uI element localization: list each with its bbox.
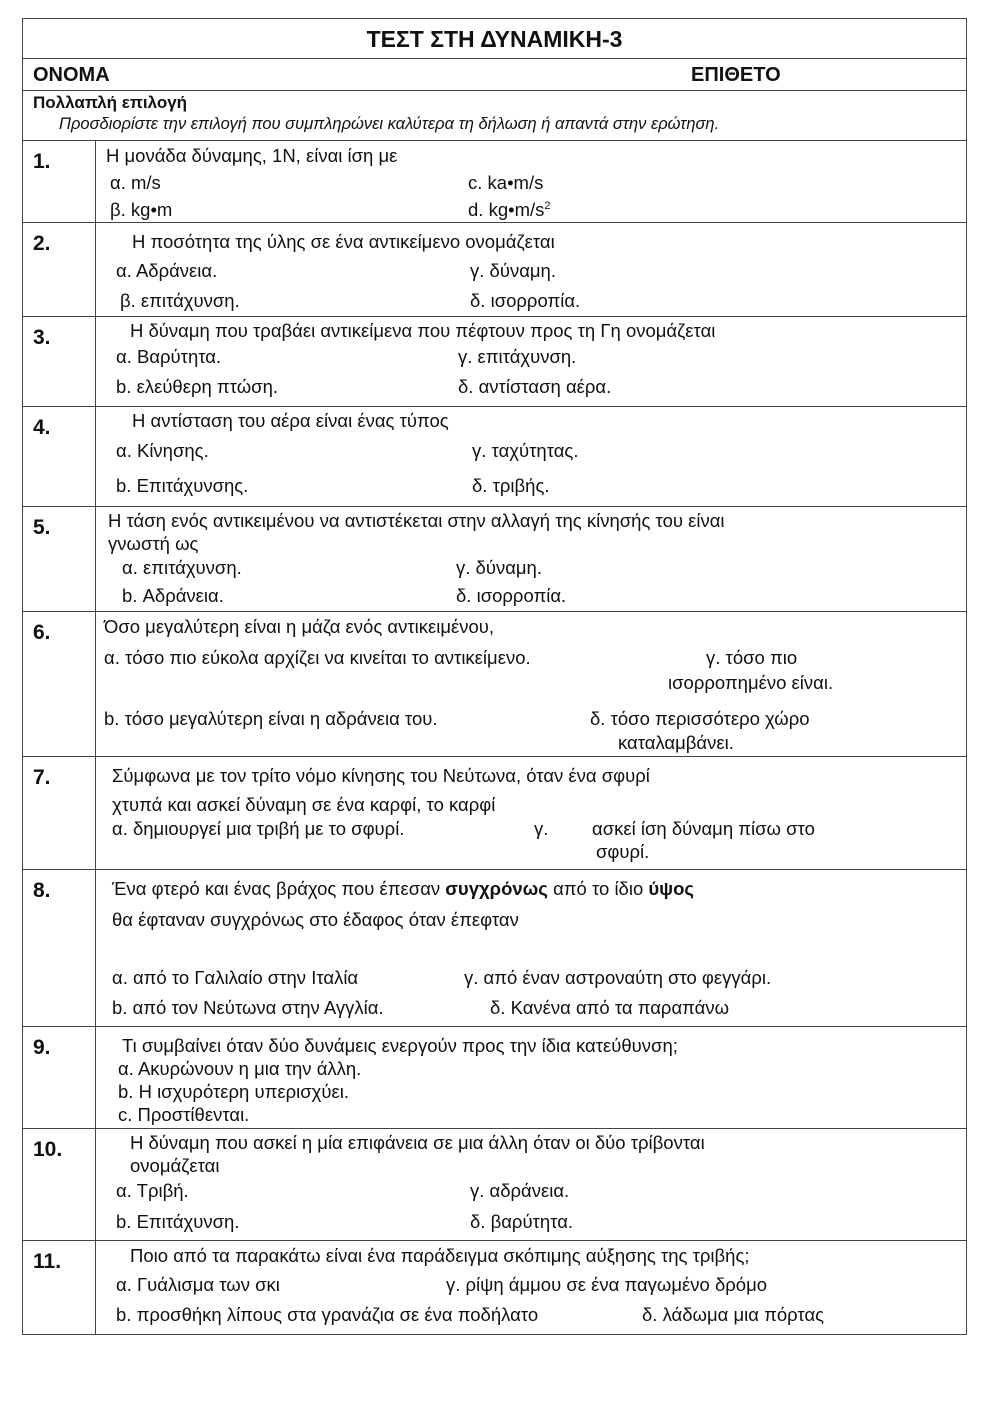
question-text: Τι συμβαίνει όταν δύο δυνάμεις ενεργούν προς την ίδια κατεύθυνση; (122, 1035, 678, 1056)
option-c: c. ka•m/s (468, 172, 544, 193)
option-a: α. δημιουργεί μια τριβή με το σφυρί. (112, 818, 405, 839)
question-text-line-2: θα έφταναν συγχρόνως στο έδαφος όταν έπεφταν (112, 909, 519, 930)
option-c: γ. αδράνεια. (470, 1180, 570, 1201)
option-d: δ. αντίσταση αέρα. (458, 376, 612, 397)
question-text-part: από το ίδιο (547, 878, 649, 899)
question-text: Ποιο από τα παρακάτω είναι ένα παράδειγμα σκόπιμης αύξησης της τριβής; (130, 1245, 750, 1266)
question-text-line-1 (112, 878, 694, 900)
option-a: α. Γυάλισμα των σκι (116, 1274, 280, 1295)
option-b: b. ελεύθερη πτώση. (116, 376, 279, 397)
question-2 (23, 223, 966, 317)
option-a: α. Τριβή. (116, 1180, 189, 1201)
question-number: 8. (23, 870, 96, 1026)
question-number: 3. (23, 317, 96, 406)
question-9 (23, 1027, 966, 1129)
question-text-line-1: Σύμφωνα με τον τρίτο νόμο κίνησης του Νεύτωνα, όταν ένα σφυρί (112, 765, 650, 786)
option-b: b. Επιτάχυνσης. (116, 475, 249, 496)
question-text-emphasis: συγχρόνως (445, 878, 548, 899)
option-d: δ. λάδωμα μια πόρτας (642, 1304, 825, 1325)
option-c: γ. δύναμη. (470, 260, 556, 281)
question-number: 7. (23, 757, 96, 869)
question-4 (23, 407, 966, 507)
option-c: γ. δύναμη. (456, 557, 542, 578)
instructions-text: Προσδιορίστε την επιλογή που συμπληρώνει καλύτερα τη δήλωση ή απαντά στην ερώτηση. (59, 115, 720, 133)
question-7 (23, 757, 966, 870)
option-c-line-1: γ. τόσο πιο (706, 647, 798, 668)
option-c-line-2: ισορροπημένο είναι. (668, 672, 834, 693)
option-b: b. τόσο μεγαλύτερη είναι η αδράνεια του. (104, 708, 438, 729)
option-c-line-2: σφυρί. (596, 841, 650, 862)
question-text-line-2: γνωστή ως (108, 533, 199, 554)
option-a: α. Κίνησης. (116, 440, 209, 461)
surname-label: ΕΠΙΘΕΤΟ (691, 64, 781, 86)
name-row (23, 59, 966, 91)
question-text: Η ποσότητα της ύλης σε ένα αντικείμενο ονομάζεται (132, 231, 555, 252)
option-c-line-1: ασκεί ίση δύναμη πίσω στο (592, 818, 815, 839)
option-c: γ. ρίψη άμμου σε ένα παγωμένο δρόμο (446, 1274, 768, 1295)
option-d-text: d. kg•m/s (468, 199, 545, 220)
option-a: α. Βαρύτητα. (116, 346, 222, 367)
option-b: b. Αδράνεια. (122, 585, 224, 606)
question-text-line-2: ονομάζεται (130, 1155, 220, 1176)
option-d: δ. τριβής. (472, 475, 550, 496)
option-c: γ. επιτάχυνση. (458, 346, 577, 367)
question-text-emphasis: ύψος (648, 878, 695, 899)
option-a: α. από το Γαλιλαίο στην Ιταλία (112, 967, 359, 988)
question-text-line-2: χτυπά και ασκεί δύναμη σε ένα καρφί, το καρφί (112, 794, 496, 815)
question-number: 9. (23, 1027, 96, 1128)
option-d (468, 199, 551, 221)
question-10 (23, 1129, 966, 1241)
question-text: Η αντίσταση του αέρα είναι ένας τύπος (132, 410, 449, 431)
option-c: γ. ταχύτητας. (472, 440, 579, 461)
test-title: ΤΕΣΤ ΣΤΗ ΔΥΝΑΜΙΚΗ-3 (23, 19, 966, 59)
question-number: 4. (23, 407, 96, 506)
question-number: 1. (23, 141, 96, 222)
option-b: b. Η ισχυρότερη υπερισχύει. (118, 1081, 349, 1102)
option-c-marker: γ. (534, 818, 549, 839)
question-text-line-1: Η τάση ενός αντικειμένου να αντιστέκεται στην αλλαγή της κίνησής του είναι (108, 510, 725, 531)
question-number: 5. (23, 507, 96, 611)
option-b: β. επιτάχυνση. (120, 290, 240, 311)
question-8 (23, 870, 966, 1027)
question-text-part: Ένα φτερό και ένας βράχος που έπεσαν (112, 878, 446, 899)
question-number: 11. (23, 1241, 96, 1334)
option-a: α. τόσο πιο εύκολα αρχίζει να κινείται το αντικείμενο. (104, 647, 531, 668)
question-11 (23, 1241, 966, 1334)
question-5 (23, 507, 966, 612)
question-number: 2. (23, 223, 96, 316)
question-text: Η μονάδα δύναμης, 1N, είναι ίση με (106, 145, 398, 166)
test-sheet (22, 18, 967, 1335)
question-6 (23, 612, 966, 757)
name-label: ΟΝΟΜΑ (33, 64, 110, 86)
option-a: α. m/s (110, 172, 161, 193)
option-a: α. Ακυρώνουν η μια την άλλη. (118, 1058, 362, 1079)
option-b: b. προσθήκη λίπους στα γρανάζια σε ένα ποδήλατο (116, 1304, 539, 1325)
option-d-line-2: καταλαμβάνει. (618, 732, 734, 753)
option-d-line-1: δ. τόσο περισσότερο χώρο (590, 708, 810, 729)
instructions-heading: Πολλαπλή επιλογή (33, 93, 188, 112)
option-c: γ. από έναν αστροναύτη στο φεγγάρι. (464, 967, 772, 988)
option-d: δ. Κανένα από τα παραπάνω (490, 997, 730, 1018)
instructions (23, 91, 966, 141)
question-number: 6. (23, 612, 96, 756)
option-d: δ. ισορροπία. (470, 290, 581, 311)
option-d: δ. ισορροπία. (456, 585, 567, 606)
option-b: b. Επιτάχυνση. (116, 1211, 240, 1232)
option-b: b. από τον Νεύτωνα στην Αγγλία. (112, 997, 384, 1018)
option-a: α. επιτάχυνση. (122, 557, 242, 578)
option-d: δ. βαρύτητα. (470, 1211, 574, 1232)
option-b: β. kg•m (110, 199, 173, 220)
question-1 (23, 141, 966, 223)
question-3 (23, 317, 966, 407)
option-a: α. Αδράνεια. (116, 260, 218, 281)
question-text-line-1: Η δύναμη που ασκεί η μία επιφάνεια σε μια άλλη όταν οι δύο τρίβονται (130, 1132, 705, 1153)
question-number: 10. (23, 1129, 96, 1240)
question-text: Η δύναμη που τραβάει αντικείμενα που πέφτουν προς τη Γη ονομάζεται (130, 320, 716, 341)
option-c: c. Προστίθενται. (118, 1104, 250, 1125)
option-d-exponent: 2 (544, 199, 551, 212)
question-text: Όσο μεγαλύτερη είναι η μάζα ενός αντικειμένου, (104, 616, 495, 637)
